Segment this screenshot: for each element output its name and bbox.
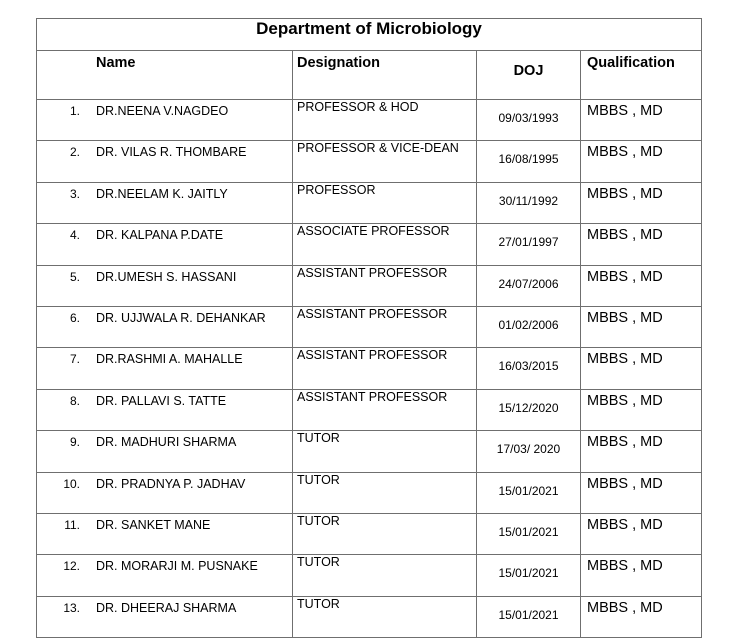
row-number: 3. — [69, 186, 80, 201]
qualification-cell: MBBS , MD — [581, 100, 702, 141]
qualification-cell: MBBS , MD — [581, 224, 702, 265]
table-body — [37, 100, 702, 638]
name-cell — [37, 182, 293, 223]
designation-cell: ASSISTANT PROFESSOR — [293, 306, 477, 347]
staff-name: DR. VILAS R. THOMBARE — [96, 145, 247, 160]
name-cell — [37, 306, 293, 347]
staff-name: DR. MADHURI SHARMA — [96, 435, 237, 450]
table-row — [37, 555, 702, 596]
row-number: 1. — [69, 104, 80, 118]
staff-name: DR. MORARJI M. PUSNAKE — [96, 559, 258, 574]
row-number: 12. — [63, 559, 80, 574]
name-cell — [37, 224, 293, 265]
title-row — [37, 19, 702, 51]
table-row — [37, 141, 702, 182]
row-number: 13. — [63, 600, 80, 615]
doj-cell: 16/08/1995 — [477, 141, 581, 182]
qualification-cell: MBBS , MD — [581, 555, 702, 596]
doj-cell: 15/01/2021 — [477, 513, 581, 554]
row-number: 10. — [63, 476, 80, 491]
doj-cell: 24/07/2006 — [477, 265, 581, 306]
row-number: 7. — [69, 352, 80, 367]
name-cell — [37, 389, 293, 430]
name-cell — [37, 265, 293, 306]
column-header-qualification: Qualification — [581, 51, 702, 100]
row-number: 4. — [69, 228, 80, 243]
row-number: 9. — [69, 435, 80, 450]
row-number: 11. — [64, 517, 80, 532]
table-row — [37, 513, 702, 554]
table-row — [37, 472, 702, 513]
table-row — [37, 596, 702, 637]
staff-name: DR. PALLAVI S. TATTE — [96, 393, 227, 408]
row-number: 8. — [69, 393, 80, 408]
doj-cell: 17/03/ 2020 — [477, 431, 581, 472]
qualification-cell: MBBS , MD — [581, 141, 702, 182]
table-row — [37, 224, 702, 265]
row-number: 5. — [69, 269, 80, 284]
designation-cell: PROFESSOR — [293, 182, 477, 223]
staff-name: DR.RASHMI A. MAHALLE — [96, 352, 243, 367]
designation-cell: TUTOR — [293, 513, 477, 554]
qualification-cell: MBBS , MD — [581, 513, 702, 554]
qualification-cell: MBBS , MD — [581, 431, 702, 472]
doj-cell: 16/03/2015 — [477, 348, 581, 389]
table-row — [37, 431, 702, 472]
name-cell — [37, 555, 293, 596]
name-cell — [37, 348, 293, 389]
designation-cell: TUTOR — [293, 472, 477, 513]
name-cell — [37, 472, 293, 513]
qualification-cell: MBBS , MD — [581, 348, 702, 389]
staff-name: DR.UMESH S. HASSANI — [96, 269, 237, 284]
table-title: Department of Microbiology — [37, 19, 702, 51]
qualification-cell: MBBS , MD — [581, 182, 702, 223]
table-row — [37, 182, 702, 223]
column-header-designation: Designation — [293, 51, 477, 100]
staff-name: DR. UJJWALA R. DEHANKAR — [96, 310, 266, 325]
qualification-cell: MBBS , MD — [581, 472, 702, 513]
designation-cell: ASSISTANT PROFESSOR — [293, 348, 477, 389]
doj-cell: 15/12/2020 — [477, 389, 581, 430]
staff-name: DR. DHEERAJ SHARMA — [96, 600, 237, 615]
table-row — [37, 100, 702, 141]
doj-cell: 15/01/2021 — [477, 555, 581, 596]
column-header-doj: DOJ — [477, 51, 581, 100]
designation-cell: TUTOR — [293, 596, 477, 637]
designation-cell: ASSISTANT PROFESSOR — [293, 389, 477, 430]
name-cell — [37, 100, 293, 141]
name-cell — [37, 596, 293, 637]
designation-cell: TUTOR — [293, 431, 477, 472]
doj-cell: 27/01/1997 — [477, 224, 581, 265]
staff-table — [36, 18, 702, 638]
table-row — [37, 265, 702, 306]
designation-cell: ASSOCIATE PROFESSOR — [293, 224, 477, 265]
staff-name: DR.NEENA V.NAGDEO — [96, 104, 229, 118]
name-cell — [37, 513, 293, 554]
designation-cell: PROFESSOR & VICE-DEAN — [293, 141, 477, 182]
staff-name: DR. KALPANA P.DATE — [96, 228, 224, 243]
qualification-cell: MBBS , MD — [581, 596, 702, 637]
doj-cell: 09/03/1993 — [477, 100, 581, 141]
row-number: 6. — [69, 310, 80, 325]
name-cell — [37, 431, 293, 472]
staff-name: DR. PRADNYA P. JADHAV — [96, 476, 246, 491]
doj-cell: 15/01/2021 — [477, 472, 581, 513]
staff-name: DR. SANKET MANE — [96, 517, 211, 532]
qualification-cell: MBBS , MD — [581, 389, 702, 430]
qualification-cell: MBBS , MD — [581, 306, 702, 347]
table-row — [37, 348, 702, 389]
header-row — [37, 51, 702, 100]
name-cell — [37, 141, 293, 182]
column-header-name: Name — [37, 51, 293, 100]
table-row — [37, 389, 702, 430]
staff-name: DR.NEELAM K. JAITLY — [96, 186, 228, 201]
designation-cell: ASSISTANT PROFESSOR — [293, 265, 477, 306]
qualification-cell: MBBS , MD — [581, 265, 702, 306]
doj-cell: 30/11/1992 — [477, 182, 581, 223]
table-row — [37, 306, 702, 347]
designation-cell: PROFESSOR & HOD — [293, 100, 477, 141]
doj-cell: 15/01/2021 — [477, 596, 581, 637]
doj-cell: 01/02/2006 — [477, 306, 581, 347]
row-number: 2. — [69, 145, 80, 160]
designation-cell: TUTOR — [293, 555, 477, 596]
